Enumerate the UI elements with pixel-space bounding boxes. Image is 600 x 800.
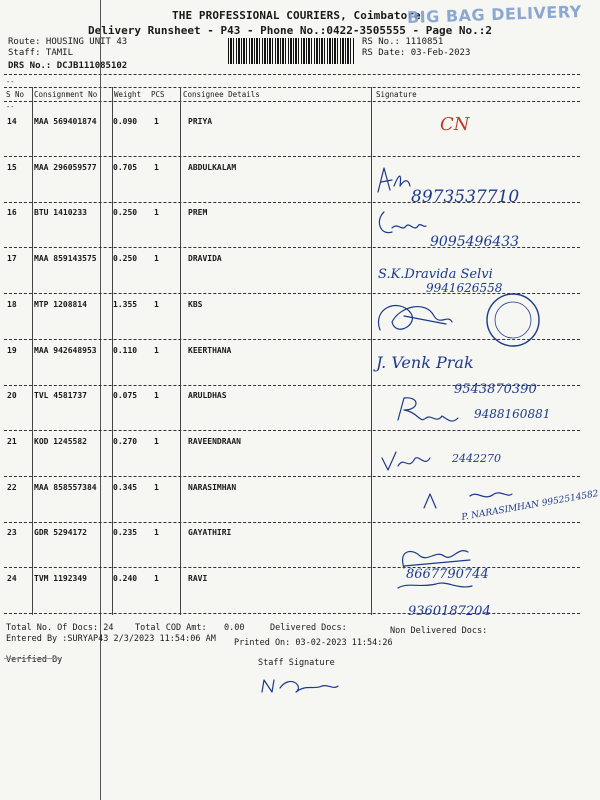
staff-signature-label: Staff Signature (258, 658, 335, 668)
row-weight: 0.090 (113, 117, 138, 126)
rs-date: RS Date: 03-Feb-2023 (362, 48, 471, 58)
row-consignment: BTU 1410233 (34, 208, 87, 217)
row-consignment: MTP 1208814 (34, 300, 87, 309)
row-consignee: RAVEENDRAAN (188, 437, 241, 446)
verified-by: Verified By (6, 655, 63, 665)
phone-row-16: 9095496433 (430, 234, 520, 250)
printed-on: Printed On: 03-02-2023 11:54:26 (234, 638, 393, 648)
row-consignee: PRIYA (188, 117, 213, 126)
signature-row-16 (379, 212, 426, 233)
signature-row-15 (378, 168, 410, 192)
row-pcs: 1 (154, 574, 159, 583)
total-cod-label: Total COD Amt: (135, 623, 207, 633)
signature-row-20 (398, 398, 458, 421)
col-consignment: Consignment No (34, 90, 98, 99)
row-consignment: MAA 859143575 (34, 254, 97, 263)
phone-row-19: 9543870390 (454, 382, 537, 397)
signature-row-14: CN (440, 114, 470, 135)
row-pcs: 1 (154, 163, 159, 172)
col-weight: Weight (114, 90, 142, 99)
row-consignee: RAVI (188, 574, 208, 583)
row-pcs: 1 (154, 528, 159, 537)
col-pcs: PCS (151, 90, 165, 99)
row-consignment: MAA 569401874 (34, 117, 97, 126)
staff-label: Staff: TAMIL (8, 48, 74, 58)
dash-mark: -- (6, 78, 15, 86)
row-consignee: DRAVIDA (188, 254, 222, 263)
row-consignment: KOD 1245582 (34, 437, 87, 446)
phone-row-21: 2442270 (452, 452, 501, 465)
row-sno: 24 (7, 574, 17, 583)
route-label: Route: HOUSING UNIT 43 (8, 37, 128, 47)
row-sno: 15 (7, 163, 17, 172)
phone-row-15: 8973537710 (411, 187, 520, 207)
row-weight: 0.240 (113, 574, 138, 583)
row-weight: 0.075 (113, 391, 138, 400)
row-pcs: 1 (154, 391, 159, 400)
row-sno: 23 (7, 528, 17, 537)
non-delivered-docs: Non Delivered Docs: (390, 626, 488, 636)
phone-row-20: 9488160881 (474, 407, 551, 421)
dash-mark: -- (6, 103, 15, 111)
col-sno: S No (6, 90, 25, 99)
entered-by: Entered By :SURYAP43 2/3/2023 11:54:06 AM (6, 634, 216, 644)
company-title: THE PROFESSIONAL COURIERS, Coimbatore (172, 9, 421, 22)
col-consignee: Consignee Details (183, 90, 260, 99)
row-pcs: 1 (154, 117, 159, 126)
row-sno: 19 (7, 346, 17, 355)
row-consignment: MAA 296059577 (34, 163, 97, 172)
row-consignment: MAA 942648953 (34, 346, 97, 355)
row-sno: 14 (7, 117, 17, 126)
total-cod-value: 0.00 (224, 623, 245, 633)
col-signature: Signature (376, 90, 417, 99)
row-sno: 17 (7, 254, 17, 263)
row-weight: 0.235 (113, 528, 138, 537)
row-pcs: 1 (154, 208, 159, 217)
row-pcs: 1 (154, 346, 159, 355)
row-sno: 22 (7, 483, 17, 492)
row-weight: 0.270 (113, 437, 138, 446)
signature-row-23 (403, 551, 470, 568)
phone-row-23: 8667790744 (406, 567, 489, 582)
row-weight: 0.250 (113, 208, 138, 217)
runsheet-subtitle: Delivery Runsheet - P43 - Phone No.:0422-3505555 - Page No.:2 (88, 24, 492, 37)
phone-row-24: 9360187204 (408, 604, 491, 619)
row-pcs: 1 (154, 483, 159, 492)
signature-row-22-text: P. NARASIMHAN 9952514582 (460, 488, 600, 523)
row-pcs: 1 (154, 437, 159, 446)
rs-number: RS No.: 1110851 (362, 37, 444, 47)
row-weight: 0.345 (113, 483, 138, 492)
row-weight: 0.705 (113, 163, 138, 172)
row-consignee: ARULDHAS (188, 391, 227, 400)
row-weight: 1.355 (113, 300, 138, 309)
row-consignee: NARASIMHAN (188, 483, 237, 492)
row-consignment: MAA 858557384 (34, 483, 97, 492)
row-sno: 18 (7, 300, 17, 309)
signature-row-24 (398, 583, 472, 588)
row-sno: 21 (7, 437, 17, 446)
row-weight: 0.110 (113, 346, 138, 355)
row-consignee: ABDULKALAM (188, 163, 237, 172)
delivered-docs: Delivered Docs: (270, 623, 347, 633)
total-docs: Total No. Of Docs: 24 (6, 623, 114, 633)
row-weight: 0.250 (113, 254, 138, 263)
signature-row-21 (382, 452, 430, 470)
row-consignment: TVL 4581737 (34, 391, 87, 400)
staff-signature (262, 680, 338, 692)
signature-row-18 (378, 306, 452, 330)
row-pcs: 1 (154, 300, 159, 309)
row-consignment: GDR 5294172 (34, 528, 87, 537)
drs-number: DRS No.: DCJB111085102 (8, 61, 128, 71)
row-consignment: TVM 1192349 (34, 574, 87, 583)
phone-row-17: 9941626558 (426, 281, 503, 295)
row-consignee: PREM (188, 208, 208, 217)
row-sno: 20 (7, 391, 17, 400)
row-consignee: GAYATHIRI (188, 528, 232, 537)
signature-row-19: J. Venk Prak (376, 353, 474, 372)
row-pcs: 1 (154, 254, 159, 263)
signature-row-17: S.K.Dravida Selvi (378, 267, 493, 282)
seal-inner-icon (495, 302, 531, 338)
row-consignee: KBS (188, 300, 203, 309)
row-consignee: KEERTHANA (188, 346, 232, 355)
big-bag-stamp: BIG BAG DELIVERY (406, 1, 583, 28)
row-sno: 16 (7, 208, 17, 217)
